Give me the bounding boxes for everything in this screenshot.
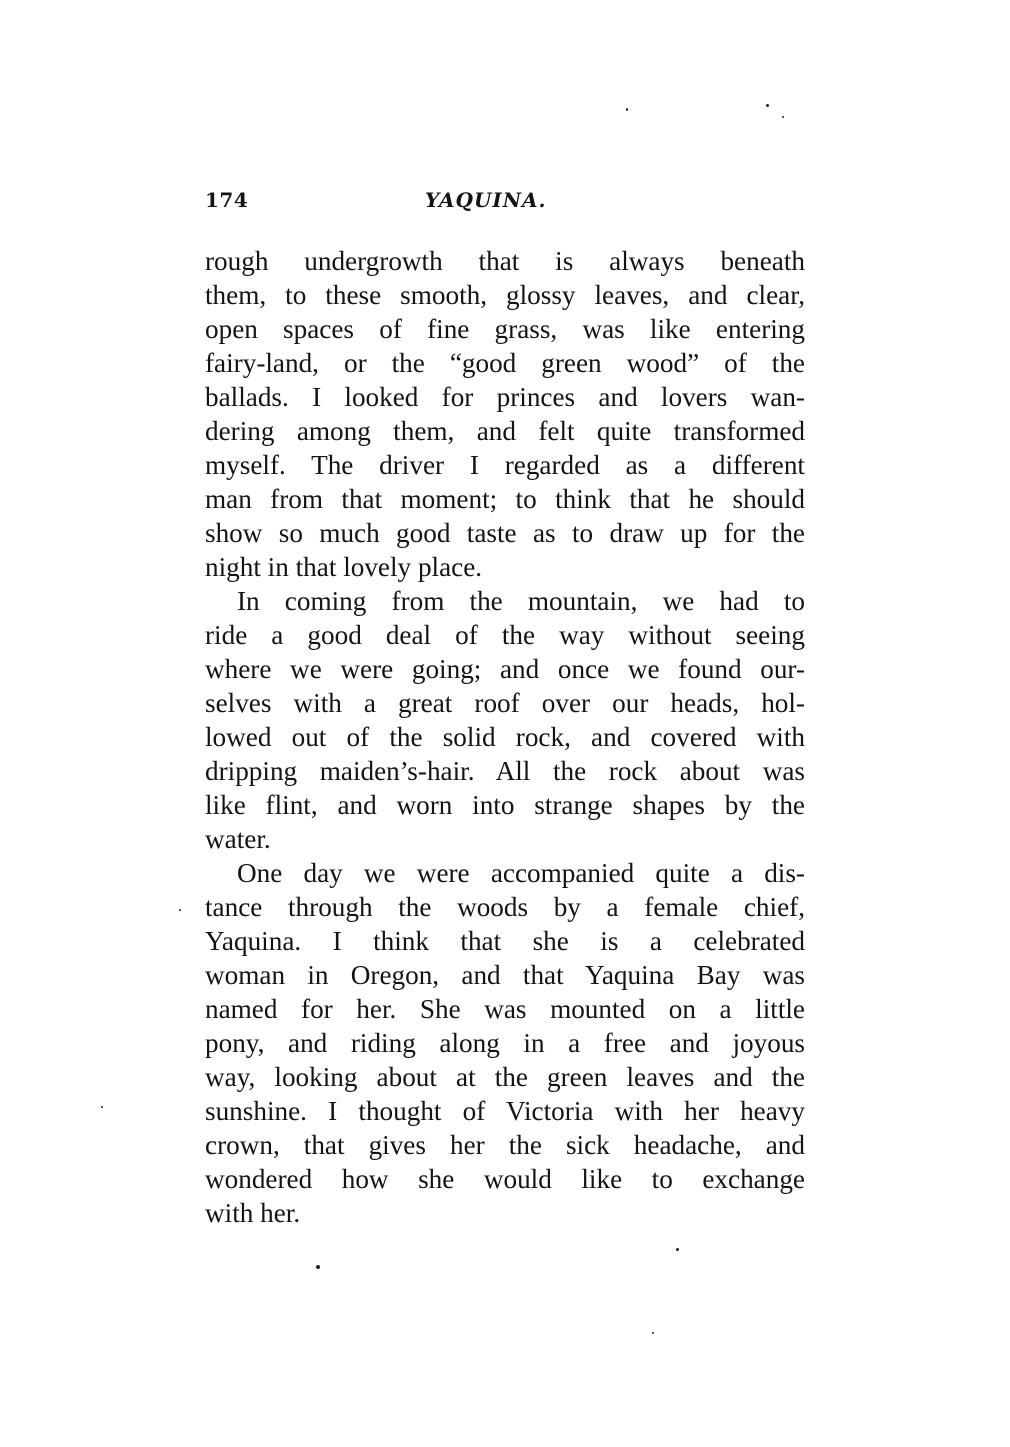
text-line: water. xyxy=(205,824,271,854)
text-line: lowed out of the solid rock, and covered with xyxy=(205,722,805,752)
text-line: Yaquina. I think that she is a celebrated xyxy=(205,926,805,956)
text-line: In coming from the mountain, we had to xyxy=(237,586,805,616)
text-line: them, to these smooth, glossy leaves, and clear, xyxy=(205,280,805,310)
page-header xyxy=(205,188,805,218)
text-line: woman in Oregon, and that Yaquina Bay was xyxy=(205,960,805,990)
text-line: tance through the woods by a female chief, xyxy=(205,892,805,922)
text-line: myself. The driver I regarded as a different xyxy=(205,450,805,480)
text-line: wondered how she would like to exchange xyxy=(205,1164,805,1194)
text-line: way, looking about at the green leaves and the xyxy=(205,1062,805,1092)
paragraph xyxy=(205,856,805,1230)
text-line: rough undergrowth that is always beneath xyxy=(205,246,805,276)
text-line: night in that lovely place. xyxy=(205,552,483,582)
running-title: YAQUINA. xyxy=(425,188,547,212)
text-line: dering among them, and felt quite transformed xyxy=(205,416,805,446)
text-line: named for her. She was mounted on a little xyxy=(205,994,805,1024)
text-line: pony, and riding along in a free and joyous xyxy=(205,1028,805,1058)
paragraph xyxy=(205,584,805,856)
text-line: man from that moment; to think that he should xyxy=(205,484,805,514)
text-line: crown, that gives her the sick headache, and xyxy=(205,1130,805,1160)
text-line: ballads. I looked for princes and lovers wan- xyxy=(205,382,805,412)
text-line: where we were going; and once we found our- xyxy=(205,654,805,684)
scan-speck xyxy=(782,116,784,118)
text-line: open spaces of fine grass, was like entering xyxy=(205,314,805,344)
scan-speck xyxy=(626,108,628,111)
text-line: with her. xyxy=(205,1198,301,1228)
text-line: selves with a great roof over our heads, hol- xyxy=(205,688,805,718)
scan-speck xyxy=(316,1265,320,1269)
text-line: show so much good taste as to draw up for the xyxy=(205,518,805,548)
text-line: like flint, and worn into strange shapes by the xyxy=(205,790,805,820)
scan-speck xyxy=(101,1106,103,1108)
scan-speck xyxy=(766,104,769,107)
text-line: One day we were accompanied quite a dis- xyxy=(237,858,805,888)
text-line: dripping maiden’s-hair. All the rock about was xyxy=(205,756,805,786)
scan-speck xyxy=(652,1332,654,1334)
text-line: sunshine. I thought of Victoria with her heavy xyxy=(205,1096,805,1126)
page-number: 174 xyxy=(205,188,249,212)
paragraph xyxy=(205,244,805,584)
body-text xyxy=(205,244,805,1230)
scan-speck xyxy=(676,1248,679,1251)
text-line: ride a good deal of the way without seeing xyxy=(205,620,805,650)
text-line: fairy-land, or the “good green wood” of the xyxy=(205,348,805,378)
scan-speck xyxy=(179,909,181,911)
